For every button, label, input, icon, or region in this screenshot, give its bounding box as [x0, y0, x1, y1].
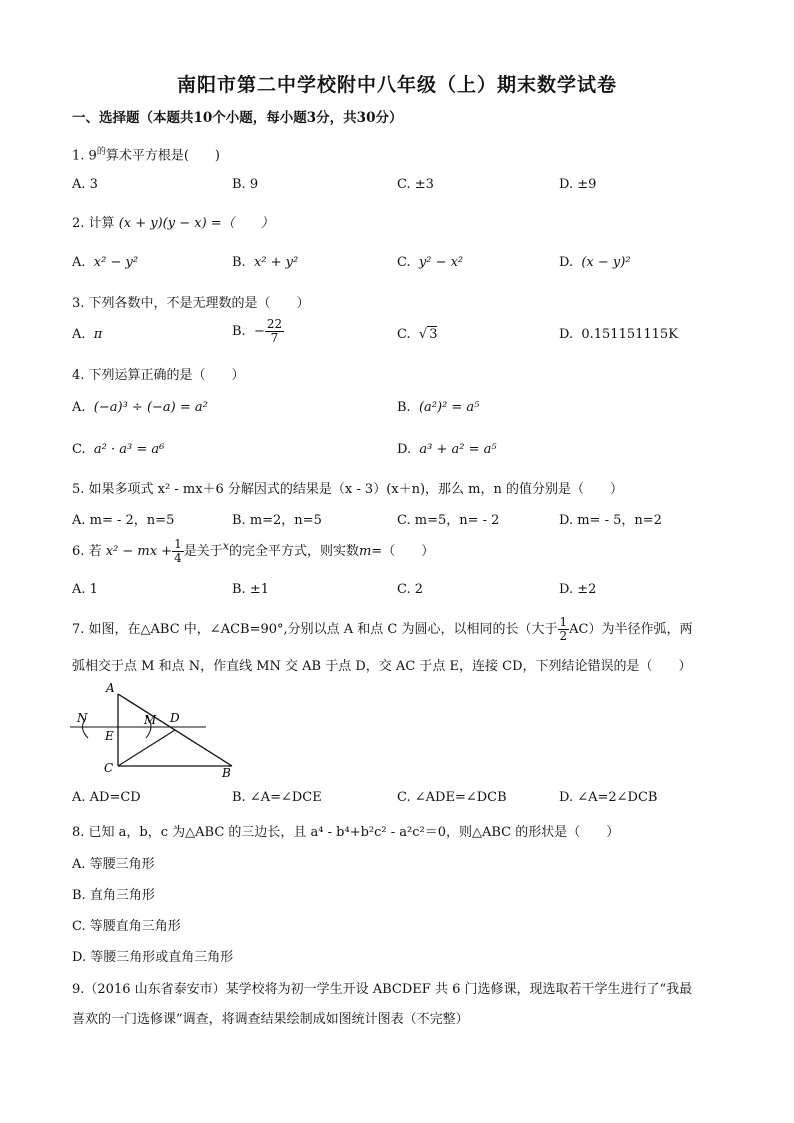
question-1 — [72, 144, 220, 163]
question-8: 8. 已知 a，b，c 为△ABC 的三边长，且 a⁴ - b⁴+b²c² - a²c²＝0，则△ABC 的形状是（ ） — [72, 825, 620, 840]
q4-option-d — [397, 442, 497, 457]
segment-cd — [118, 730, 175, 766]
q1-option-c: C. ±3 — [397, 177, 434, 192]
question-9-line-1: 9.（2016 山东省泰安市）某学校将为初一学生开设 ABCDEF 共 6 门选修课，现选取若干学生进行了“我最 — [72, 982, 693, 997]
q7-fraction — [558, 616, 570, 643]
q5-option-a: A. m= - 2，n=5 — [72, 513, 175, 528]
q5-option-d: D. m= - 5，n=2 — [559, 513, 662, 528]
q6-denominator: 4 — [174, 551, 182, 565]
q3-c-letter: C. — [397, 327, 411, 342]
q4-option-a — [72, 400, 208, 415]
q8-option-a: A. 等腰三角形 — [72, 857, 155, 872]
question-3: 3. 下列各数中，不是无理数的是（ ） — [72, 296, 310, 311]
q5-option-b: B. m=2，n=5 — [232, 513, 322, 528]
label-d: D — [170, 711, 180, 725]
q7-stem-a: 7. 如图，在△ABC 中，∠ACB=90°,分别以点 A 和点 C 为圆心，以相同的长（大于 — [72, 622, 558, 637]
q5-option-c: C. m=5，n= - 2 — [397, 513, 500, 528]
q3-a-letter: A. — [72, 327, 86, 342]
q8-option-b: B. 直角三角形 — [72, 888, 155, 903]
q4-b-expr: (a²)² = a⁵ — [418, 400, 480, 415]
question-7-line-1 — [72, 616, 693, 643]
q4-a-expr: (−a)³ ÷ (−a) = a² — [93, 400, 208, 415]
q4-d-letter: D. — [397, 442, 412, 457]
label-c: C — [104, 761, 114, 775]
q7-option-d: D. ∠A=2∠DCB — [559, 790, 658, 805]
q2-c-expr: y² − x² — [418, 255, 464, 270]
question-4: 4. 下列运算正确的是（ ） — [72, 368, 245, 383]
q3-d-letter: D. — [559, 327, 574, 342]
q2-option-a — [72, 255, 138, 270]
label-e: E — [105, 729, 114, 743]
q6-fraction — [172, 538, 184, 565]
q2-stem: 2. 计算 — [72, 216, 115, 231]
q3-option-a — [72, 327, 102, 342]
q1-stem-sup: 的 — [96, 147, 106, 157]
q2-expression: (x + y)(y − x) =（ ） — [118, 216, 274, 231]
q2-option-c — [397, 255, 463, 270]
q6-expression: x² − mx + — [105, 544, 173, 559]
q3-b-denominator: 7 — [270, 331, 279, 345]
q2-a-letter: A. — [72, 255, 86, 270]
q4-c-expr: a² · a³ = a⁶ — [93, 442, 165, 457]
q3-b-fraction — [265, 318, 284, 345]
q8-option-d: D. 等腰三角形或直角三角形 — [72, 950, 234, 965]
triangle-diagram — [66, 680, 246, 780]
q2-b-expr: x² + y² — [253, 255, 299, 270]
question-2 — [72, 212, 274, 231]
question-9-line-2: 喜欢的一门选修课”调查，将调查结果绘制成如图统计图表（不完整） — [72, 1012, 469, 1027]
q6-option-b: B. ±1 — [232, 582, 269, 597]
q6-numerator: 1 — [174, 537, 182, 551]
q6-option-c: C. 2 — [397, 582, 424, 597]
q2-a-expr: x² − y² — [93, 255, 139, 270]
q2-d-letter: D. — [559, 255, 574, 270]
q6-stem-post: 的完全平方式，则实数 — [228, 544, 359, 559]
q3-b-sign: − — [253, 324, 265, 339]
q1-stem-post: 算术平方根是( ) — [105, 148, 220, 164]
q7-option-a: A. AD=CD — [72, 790, 141, 805]
q7-numerator: 1 — [559, 615, 568, 629]
q6-var-x: x — [222, 539, 229, 553]
q6-stem-pre: 6. 若 — [72, 544, 102, 559]
q7-denominator: 2 — [559, 629, 568, 643]
q3-d-expr: 0.151151115K — [581, 327, 678, 342]
section-heading: 一、选择题（本题共10个小题，每小题3分，共30分） — [72, 110, 403, 126]
q4-c-letter: C. — [72, 442, 86, 457]
q3-b-letter: B. — [232, 324, 246, 339]
q3-a-expr: π — [93, 327, 103, 342]
q3-option-c — [397, 327, 437, 342]
q7-option-b: B. ∠A=∠DCE — [232, 790, 322, 805]
q6-option-a: A. 1 — [72, 582, 98, 597]
q3-option-d — [559, 327, 678, 342]
q1-stem-pre: 1. 9 — [72, 148, 97, 164]
q8-option-c: C. 等腰直角三角形 — [72, 919, 181, 934]
q1-option-d: D. ±9 — [559, 177, 597, 192]
label-a: A — [106, 681, 115, 695]
label-m: M — [144, 713, 157, 727]
q6-option-d: D. ±2 — [559, 582, 597, 597]
q2-d-expr: (x − y)² — [581, 255, 631, 270]
page-title: 南阳市第二中学校附中八年级（上）期末数学试卷 — [176, 74, 617, 96]
q4-option-b — [397, 400, 479, 415]
q3-option-b — [232, 318, 284, 345]
q1-option-b: B. 9 — [232, 177, 259, 192]
q2-b-letter: B. — [232, 255, 246, 270]
question-5: 5. 如果多项式 x² - mx＋6 分解因式的结果是（x - 3）(x＋n)，那么 m，n 的值分别是（ ） — [72, 482, 624, 497]
q3-b-numerator: 22 — [266, 317, 283, 331]
q3-c-radicand: 3 — [429, 327, 438, 342]
q4-d-expr: a³ + a² = a⁵ — [419, 442, 497, 457]
q2-option-d — [559, 255, 631, 270]
label-b: B — [222, 766, 231, 780]
q1-option-a: A. 3 — [72, 177, 98, 192]
label-n: N — [77, 711, 88, 725]
q4-option-c — [72, 442, 164, 457]
q6-var-m: m — [358, 544, 372, 559]
q2-option-b — [232, 255, 298, 270]
q4-a-letter: A. — [72, 400, 86, 415]
sqrt-icon: √ — [418, 327, 428, 342]
q6-stem-end: =（ ） — [371, 544, 435, 559]
q6-stem-mid: 是关于 — [183, 544, 223, 559]
q7-option-c: C. ∠ADE=∠DCB — [397, 790, 507, 805]
q4-b-letter: B. — [397, 400, 411, 415]
question-6 — [72, 538, 434, 565]
question-7-line-2: 弧相交于点 M 和点 N，作直线 MN 交 AB 于点 D，交 AC 于点 E，连接 CD，下列结论错误的是（ ） — [72, 659, 692, 674]
q2-c-letter: C. — [397, 255, 411, 270]
q7-stem-b: AC）为半径作弧，两 — [569, 622, 693, 637]
